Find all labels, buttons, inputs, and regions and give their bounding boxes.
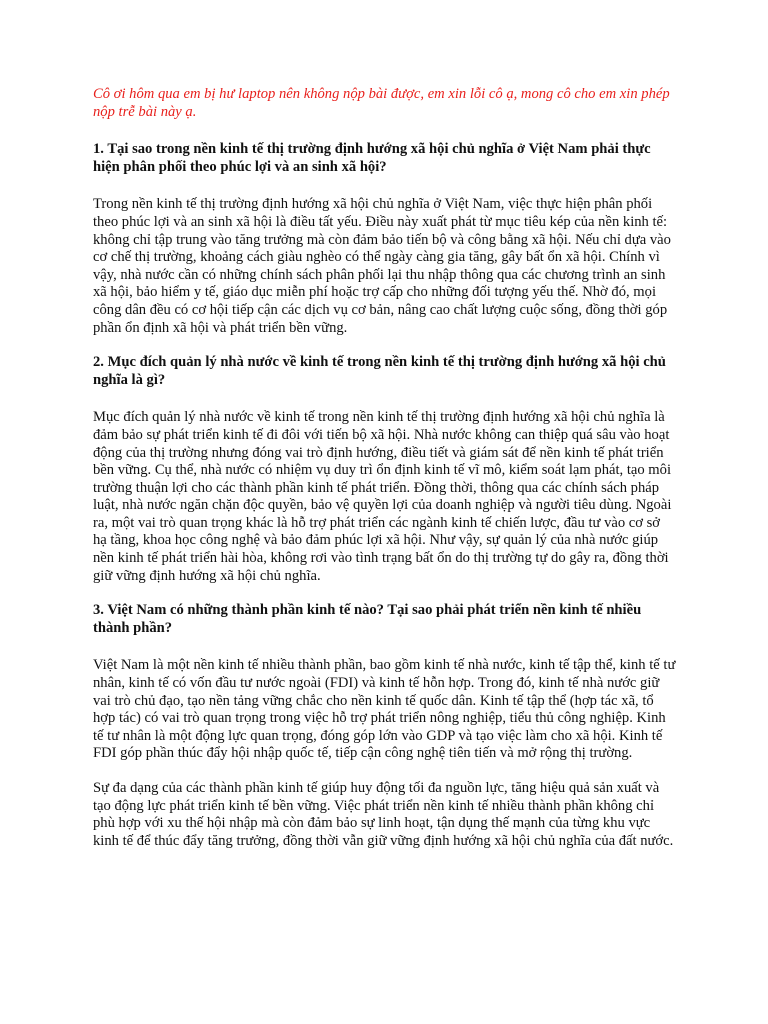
document-page [93,86,677,867]
question-heading: 2. Mục đích quản lý nhà nước về kinh tế trong nền kinh tế thị trường định hướng xã hội chủ nghĩa là gì? [93,354,666,388]
section-2 [93,354,677,585]
answer-paragraph: Mục đích quản lý nhà nước về kinh tế trong nền kinh tế thị trường định hướng xã hội chủ nghĩa là đảm bảo sự phát triển kinh tế đi đôi với tiến bộ xã hội. Nhà nước không can thiệp quá sâu vào hoạt động của thị trường nhưng đóng vai trò định hướng, điều tiết và giám sát để nền kinh tế phát triển bền vững. Cụ thể, nhà nước có nhiệm vụ duy trì ổn định kinh tế vĩ mô, kiểm soát lạm phát, tạo môi trường thuận lợi cho các thành phần kinh tế phát triển. Đồng thời, thông qua các chính sách pháp luật, nhà nước ngăn chặn độc quyền, bảo vệ quyền lợi của doanh nghiệp và người tiêu dùng. Ngoài ra, một vai trò quan trọng khác là hỗ trợ phát triển các ngành kinh tế chiến lược, đầu tư vào cơ sở hạ tầng, khoa học công nghệ và bảo đảm phúc lợi xã hội. Như vậy, sự quản lý của nhà nước giúp nền kinh tế phát triển hài hòa, không rơi vào tình trạng bất ổn do thị trường tự do gây ra, đồng thời giữ vững định hướng xã hội chủ nghĩa. [93,409,672,584]
question-heading: 1. Tại sao trong nền kinh tế thị trường định hướng xã hội chủ nghĩa ở Việt Nam phải thực hiện phân phối theo phúc lợi và an sinh xã hội? [93,141,651,175]
section-1 [93,141,677,337]
answer-paragraph: Việt Nam là một nền kinh tế nhiều thành phần, bao gồm kinh tế nhà nước, kinh tế tập thể, kinh tế tư nhân, kinh tế có vốn đầu tư nước ngoài (FDI) và kinh tế hỗn hợp. Trong đó, kinh tế nhà nước giữ vai trò chủ đạo, tạo nền tảng vững chắc cho nền kinh tế quốc dân. Kinh tế tập thể (hợp tác xã, tổ hợp tác) có vai trò quan trọng trong việc hỗ trợ phát triển nông nghiệp, tiểu thủ công nghiệp. Kinh tế tư nhân là một động lực quan trọng, đóng góp lớn vào GDP và tạo việc làm cho xã hội. Kinh tế FDI góp phần thúc đẩy hội nhập quốc tế, tiếp cận công nghệ tiên tiến và mở rộng thị trường. [93,657,676,762]
answer-paragraph: Sự đa dạng của các thành phần kinh tế giúp huy động tối đa nguồn lực, tăng hiệu quả sản xuất và tạo động lực phát triển kinh tế bền vững. Việc phát triển nền kinh tế nhiều thành phần không chỉ phù hợp với xu thế hội nhập mà còn đảm bảo sự linh hoạt, tận dụng thế mạnh của từng khu vực kinh tế để thúc đẩy tăng trưởng, đồng thời vẫn giữ vững định hướng xã hội chủ nghĩa của đất nước. [93,780,674,849]
section-3 [93,602,677,850]
apology-note: Cô ơi hôm qua em bị hư laptop nên không nộp bài được, em xin lỗi cô ạ, mong cô cho em xin phép nộp trễ bài này ạ. [93,86,670,120]
answer-paragraph: Trong nền kinh tế thị trường định hướng xã hội chủ nghĩa ở Việt Nam, việc thực hiện phân phối theo phúc lợi và an sinh xã hội là điều tất yếu. Điều này xuất phát từ mục tiêu kép của nền kinh tế: không chỉ tập trung vào tăng trưởng mà còn đảm bảo tiến bộ và công bằng xã hội. Nếu chỉ dựa vào cơ chế thị trường, khoảng cách giàu nghèo có thể ngày càng gia tăng, gây bất ổn xã hội. Chính vì vậy, nhà nước cần có những chính sách phân phối lại thu nhập thông qua các chương trình an sinh xã hội, bảo hiểm y tế, giáo dục miễn phí hoặc trợ cấp cho những đối tượng yếu thế. Nhờ đó, mọi công dân đều có cơ hội tiếp cận các dịch vụ cơ bản, nâng cao chất lượng cuộc sống, đồng thời góp phần ổn định xã hội và phát triển bền vững. [93,196,671,336]
question-heading: 3. Việt Nam có những thành phần kinh tế nào? Tại sao phải phát triển nền kinh tế nhiều thành phần? [93,602,642,636]
